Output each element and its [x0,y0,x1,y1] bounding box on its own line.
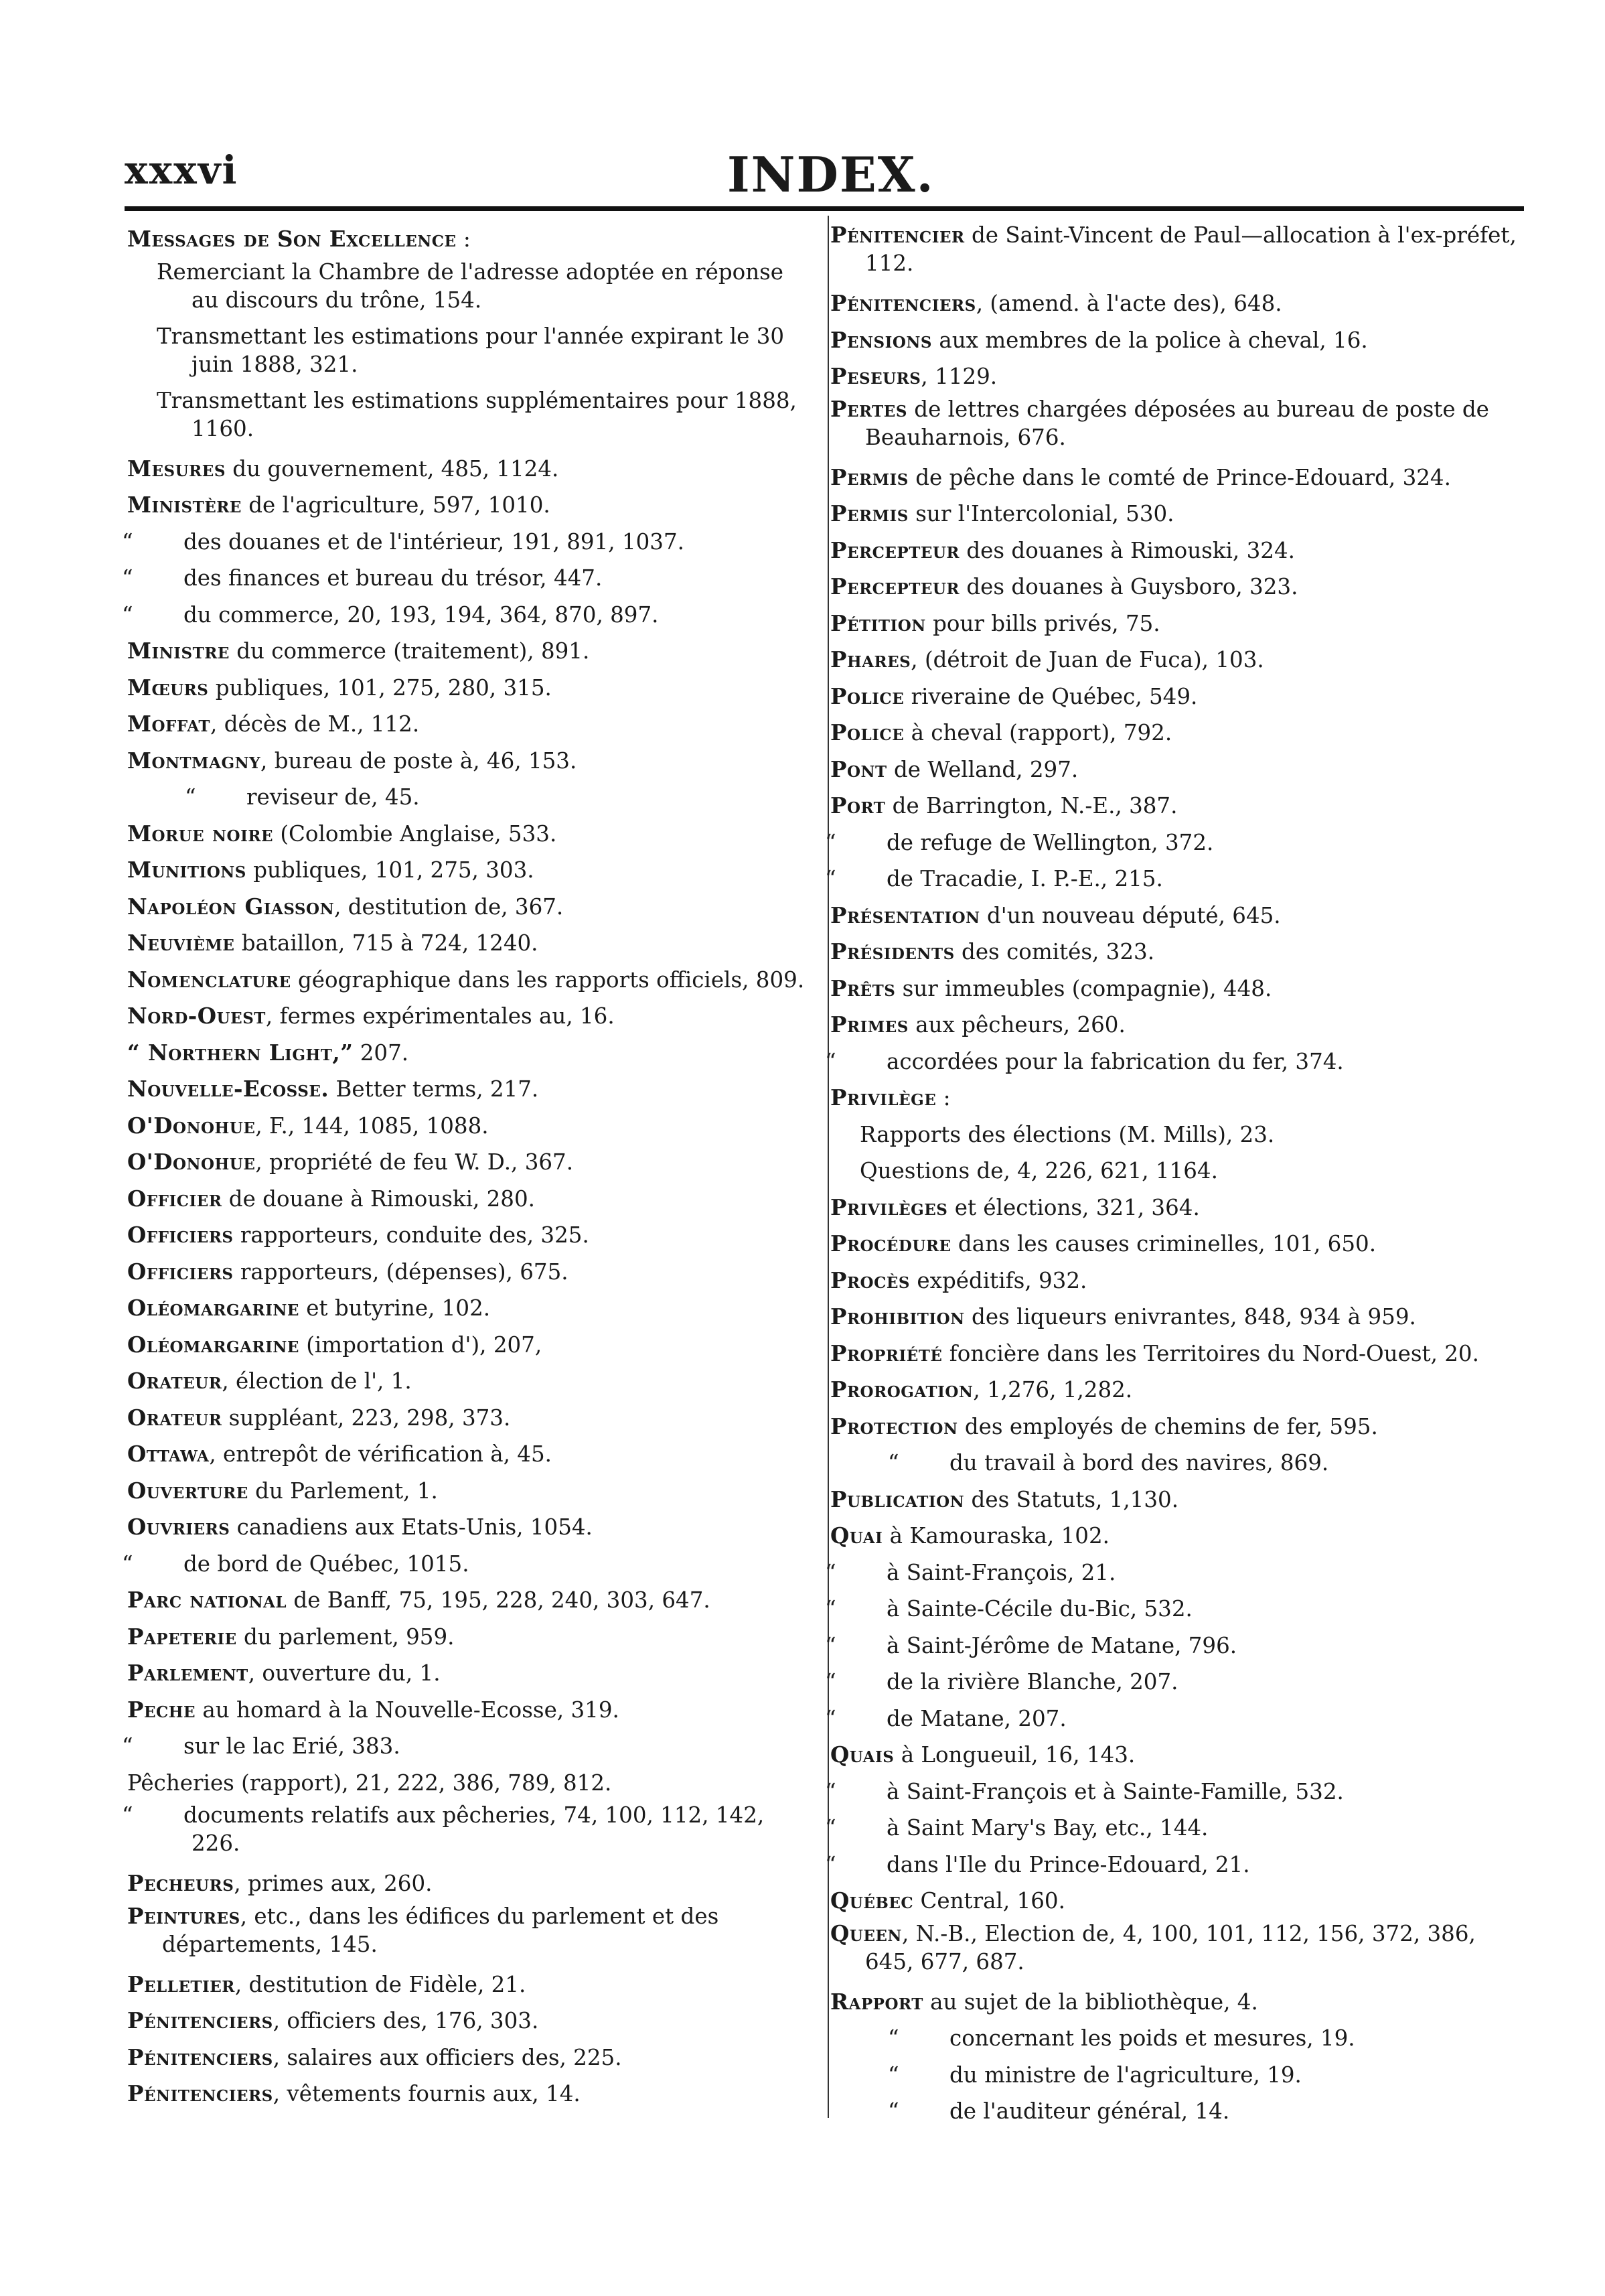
index-entry-text: sur le lac Erié, 383. [183,1733,400,1759]
index-entry-heading: Percepteur [830,573,960,599]
index-entry-text: des employés de chemins de fer, 595. [958,1413,1378,1439]
index-entry [127,1655,814,1692]
index-entry-heading: Mesures [127,455,226,482]
index-entry [122,1546,814,1583]
index-entry [830,395,1527,459]
index-entry-heading: Présentation [830,902,980,928]
index-entry-heading: Rapport [830,1988,923,2015]
index-entry-text: , (amend. à l'acte des), 648. [976,291,1282,316]
index-entry-text: à Saint-François et à Sainte-Famille, 532. [887,1778,1344,1804]
index-entry-heading: Messages de Son Excellence [127,226,457,252]
index-entry-text: sur l'Intercolonial, 530. [908,501,1174,526]
index-entry [830,642,1527,678]
index-entry [825,1591,1527,1628]
index-entry-text: foncière dans les Territoires du Nord-Ouest, 20. [942,1340,1479,1366]
index-entry-text: accordées pour la fabrication du fer, 374. [887,1048,1344,1074]
index-entry-text: Central, 160. [913,1888,1065,1914]
index-entry-heading: Papeterie [127,1623,237,1650]
index-entry-heading: Port [830,792,886,818]
index-entry-text: , 1129. [921,364,998,389]
index-entry [830,1409,1527,1445]
index-entry [127,1363,814,1400]
index-entry [830,1883,1527,1920]
index-entry [830,1518,1527,1555]
index-entry-text: du commerce, 20, 193, 194, 364, 870, 897. [183,601,659,628]
index-entry [122,524,814,561]
ditto-mark: “ [825,1632,836,1658]
index-entry [127,1473,814,1510]
index-entry-text: , N.-B., Election de, 4, 100, 101, 112, 156, 372, 386, 645, 677, 687. [865,1920,1476,1975]
index-entry-text: et butyrine, 102. [299,1295,491,1321]
index-entry-heading: Prêts [830,975,896,1001]
index-entry [825,1847,1527,1883]
index-entry [127,1582,814,1619]
index-entry-text: Pêcheries (rapport), 21, 222, 386, 789, 812. [127,1770,612,1796]
index-entry [830,605,1527,642]
index-entry [127,1692,814,1729]
index-entry [830,1984,1527,2021]
index-entry [830,1263,1527,1299]
index-entry [127,962,814,999]
index-entry-heading: Pénitenciers [127,2043,273,2070]
index-entry-text: de bord de Québec, 1015. [183,1551,469,1577]
index-entry-text: au sujet de la bibliothèque, 4. [923,1989,1258,2015]
index-entry-text: du travail à bord des navires, 869. [949,1450,1329,1476]
ditto-mark: “ [122,1733,133,1759]
index-entry [127,2039,814,2076]
index-entry-heading: Présidents [830,938,955,964]
index-entry-text: , F., 144, 1085, 1088. [255,1113,489,1139]
index-entry [122,1728,814,1765]
index-entry-text: : [456,226,471,252]
index-entry-text: de refuge de Wellington, 372. [887,829,1214,855]
index-entry-heading: Parc national [127,1587,287,1613]
index-entry-heading: Pénitenciers [830,290,976,316]
index-entry-text: de lettres chargées déposées au bureau de poste de Beauharnois, 676. [865,396,1489,450]
index-entry [127,1327,814,1364]
index-entry [830,221,1527,285]
index-entry [825,1810,1527,1847]
index-entry-heading: Officiers [127,1222,234,1248]
index-entry-heading: Pont [830,756,887,782]
index-entry-heading: Officiers [127,1258,234,1285]
index-entry-text: , salaires aux officiers des, 225. [273,2044,622,2070]
index-entry-heading: Munitions [127,857,246,883]
ditto-mark: “ [825,866,836,891]
index-entry-heading: Pecheurs [127,1870,234,1896]
index-entry [830,751,1527,788]
index-entry [830,1153,1527,1190]
index-entry-heading: Québec [830,1887,914,1914]
index-entry-text: reviseur de, 45. [246,784,420,810]
index-entry-heading: Ministre [127,638,230,664]
index-entry-text: Transmettant les estimations pour l'année expirant le 30 juin 1888, 321. [157,323,785,377]
index-entry-heading: Nouvelle-Ecosse. [127,1076,329,1102]
index-entry [830,322,1527,359]
ditto-mark: “ [825,1705,836,1731]
index-entry-text: de Barrington, N.-E., 387. [885,793,1178,818]
index-entry [127,816,814,853]
index-entry [127,2076,814,2112]
index-entry-text: géographique dans les rapports officiels, 809. [291,966,805,993]
index-entry-text: de pêche dans le comté de Prince-Edouard, 324. [908,464,1451,490]
index-entry [825,1774,1527,1810]
index-entry [830,569,1527,605]
index-entry-text: , fermes expérimentales au, 16. [265,1003,615,1029]
index-entry-heading: O'Donohue [127,1149,256,1175]
index-entry-text: 207. [353,1039,409,1066]
index-entry-heading: Peseurs [830,363,921,389]
index-entry-text: : [936,1085,951,1110]
index-entry [830,459,1527,496]
index-entry-text: de douane à Rimouski, 280. [222,1186,535,1212]
index-entry [127,1619,814,1656]
index-entry-heading: Police [830,683,905,709]
ditto-mark: “ [888,2025,899,2051]
ditto-mark: “ [825,1559,836,1585]
index-entry-text: à Saint-François, 21. [887,1559,1116,1585]
index-entry [830,1372,1527,1409]
index-entry [830,2057,1527,2094]
index-entry [830,1190,1527,1226]
index-entry-text: , décès de M., 112. [210,711,420,737]
index-entry-heading: Procédure [830,1230,951,1257]
index-entry [830,1336,1527,1372]
index-entry-text: Questions de, 4, 226, 621, 1164. [860,1158,1218,1183]
index-entry-text: , vêtements fournis aux, 14. [273,2081,581,2106]
index-entry-heading: O'Donohue [127,1112,256,1139]
index-entry [830,285,1527,322]
index-entry-heading: Peintures [127,1902,240,1929]
index-entry [830,971,1527,1007]
index-entry [127,670,814,707]
index-entry [127,1509,814,1546]
index-entry [830,1117,1527,1153]
index-entry-heading: Privilèges [830,1194,948,1220]
index-entry-text: aux membres de la police à cheval, 16. [932,327,1368,353]
index-entry [127,221,814,258]
index-entry [127,1144,814,1181]
index-entry-heading: Procès [830,1267,911,1293]
index-entry-text: concernant les poids et mesures, 19. [949,2025,1355,2051]
index-entry-text: des Statuts, 1,130. [964,1486,1179,1512]
ditto-mark: “ [825,1851,836,1877]
index-entry [122,1801,814,1865]
index-entry-heading: Pétition [830,609,926,636]
index-entry-heading: Police [830,719,905,745]
index-entry [127,1217,814,1254]
page-number: xxxvi [125,147,238,193]
index-entry [122,560,814,597]
index-entry-text: des douanes à Rimouski, 324. [960,537,1295,563]
index-entry-heading: Oléomargarine [127,1295,299,1321]
index-entry-text: du ministre de l'agriculture, 19. [949,2062,1302,2088]
index-entry-heading: Pénitenciers [127,2080,273,2106]
index-entry-text: aux pêcheurs, 260. [908,1012,1126,1037]
index-entry [127,998,814,1035]
index-entry-text: documents relatifs aux pêcheries, 74, 100, 112, 142, 226. [183,1802,765,1856]
index-entry-text: des douanes et de l'intérieur, 191, 891, 1037. [183,528,684,555]
index-entry [127,633,814,670]
index-entry-heading: Parlement [127,1660,248,1686]
ditto-mark: “ [888,1450,899,1476]
index-entry-heading: Peche [127,1696,196,1723]
index-entry-heading: Pensions [830,326,933,353]
ditto-mark: “ [825,1669,836,1695]
index-entry [830,532,1527,569]
index-entry [830,1226,1527,1263]
index-entry-text: , primes aux, 260. [234,1871,433,1896]
index-entry-heading: Queen [830,1920,902,1946]
index-entry-heading: Ottawa [127,1441,210,1467]
index-entry [830,678,1527,715]
index-entry-heading: Propriété [830,1340,943,1366]
index-entry [122,597,814,634]
index-entry [830,934,1527,971]
ditto-mark: “ [888,2062,899,2088]
index-entry-text: d'un nouveau député, 645. [980,902,1281,928]
ditto-mark: “ [185,784,196,810]
index-entry-heading: Permis [830,500,909,526]
index-entry-heading: Prohibition [830,1303,965,1330]
index-entry-heading: Oléomargarine [127,1331,299,1358]
index-entry [830,1080,1527,1117]
index-entry-text: (Colombie Anglaise, 533. [273,820,557,847]
index-entry [127,1966,814,2003]
index-entry [825,1044,1527,1080]
index-entry [825,824,1527,861]
index-entry-heading: Ouverture [127,1477,248,1504]
index-entry [127,2003,814,2039]
index-entry-text: des comités, 323. [954,939,1155,964]
index-entry [127,925,814,962]
index-entry-text: du commerce (traitement), 891. [229,638,590,664]
index-entry-text: , bureau de poste à, 46, 153. [260,747,577,774]
ditto-mark: “ [825,1815,836,1841]
index-entry-text: à Sainte-Cécile du-Bic, 532. [887,1596,1193,1622]
index-entry-text: suppléant, 223, 298, 373. [222,1405,511,1431]
index-entry-text: de l'auditeur général, 14. [949,2098,1230,2124]
index-entry-text: à cheval (rapport), 792. [904,720,1172,745]
index-entry [830,1482,1527,1518]
index-entry-heading: Quai [830,1522,883,1549]
index-entry-text: de Banff, 75, 195, 228, 240, 303, 647. [287,1587,710,1613]
index-entry [830,898,1527,934]
index-entry [830,496,1527,532]
index-entry-text: dans les causes criminelles, 101, 650. [951,1231,1377,1257]
index-entry-text: de Tracadie, I. P.-E., 215. [887,866,1163,891]
index-entry [830,1007,1527,1044]
index-entry-text: de Saint-Vincent de Paul—allocation à l'ex-préfet, 112. [865,222,1517,276]
index-entry-text: Rapports des élections (M. Mills), 23. [860,1121,1275,1147]
index-entry-text: bataillon, 715 à 724, 1240. [234,930,538,956]
index-entry [830,1920,1527,1984]
index-entry-text: à Kamouraska, 102. [883,1523,1110,1549]
index-entry-heading: Orateur [127,1368,222,1394]
index-entry-text: , 1,276, 1,282. [973,1377,1133,1403]
index-entry-text: Transmettant les estimations supplémentaires pour 1888, 1160. [157,387,797,441]
index-entry-text: publiques, 101, 275, 280, 315. [208,674,552,701]
index-entry [127,487,814,524]
index-entry-text: , ouverture du, 1. [248,1660,441,1686]
index-entry-text: des douanes à Guysboro, 323. [960,574,1298,599]
ditto-mark: “ [825,1048,836,1074]
index-column-left [122,221,814,2112]
index-entry-text: Better terms, 217. [329,1076,539,1102]
index-entry [825,1555,1527,1591]
index-entry-heading: Primes [830,1011,909,1037]
index-entry-heading: Ministère [127,492,242,518]
index-entry-text: , élection de l', 1. [222,1368,412,1394]
index-entry-heading: Permis [830,463,909,490]
index-entry [127,1902,814,1966]
index-entry-heading: Montmagny [127,747,261,774]
header-rule [125,206,1524,211]
index-entry [127,1254,814,1291]
index-entry-text: rapporteurs, (dépenses), 675. [233,1259,568,1285]
index-entry [127,1765,814,1802]
index-entry [127,451,814,488]
index-entry-heading: Morue noire [127,820,273,847]
ditto-mark: “ [122,1802,133,1828]
index-entry [830,1299,1527,1336]
index-entry [830,358,1527,395]
index-entry-heading: Napoléon Giasson [127,893,335,920]
ditto-mark: “ [888,2098,899,2124]
index-entry-text: et élections, 321, 364. [947,1194,1200,1220]
index-entry-text: de Matane, 207. [887,1705,1067,1731]
index-entry [127,852,814,889]
index-entry-text: , propriété de feu W. D., 367. [255,1149,574,1175]
index-entry-text: , officiers des, 176, 303. [273,2008,539,2033]
index-entry [127,1436,814,1473]
index-entry-heading: Neuvième [127,930,235,956]
ditto-mark: “ [825,829,836,855]
index-entry-heading: Pelletier [127,1970,235,1997]
index-entry-heading: Ouvriers [127,1514,230,1540]
index-entry-text: , destitution de Fidèle, 21. [234,1971,526,1997]
index-entry [830,1737,1527,1774]
index-entry [830,788,1527,824]
index-entry-text: à Saint-Jérôme de Matane, 796. [887,1632,1237,1658]
index-entry-text: du Parlement, 1. [248,1478,438,1504]
ditto-mark: “ [122,1551,133,1577]
index-entry-text: riveraine de Québec, 549. [904,683,1198,709]
index-entry-text: sur immeubles (compagnie), 448. [895,975,1272,1001]
index-entry [830,2093,1527,2130]
index-entry-text: publiques, 101, 275, 303. [246,857,534,883]
index-entry [825,861,1527,898]
index-entry [127,1290,814,1327]
page-title: INDEX. [727,146,935,203]
index-entry-text: expéditifs, 932. [910,1267,1087,1293]
index-entry-text: , entrepôt de vérification à, 45. [209,1441,552,1467]
index-entry-text: dans l'Ile du Prince-Edouard, 21. [887,1851,1250,1877]
index-entry [825,1664,1527,1701]
index-entry [830,715,1527,751]
index-entry-heading: Pénitencier [830,222,965,248]
ditto-mark: “ [122,601,133,628]
index-entry-heading: Orateur [127,1404,222,1431]
index-entry [127,1181,814,1218]
index-entry-text: du parlement, 959. [236,1624,455,1650]
index-entry-text: à Longueuil, 16, 143. [894,1742,1136,1768]
index-entry-text: au homard à la Nouvelle-Ecosse, 319. [196,1697,619,1723]
index-entry-heading: Publication [830,1486,965,1512]
index-entry-heading: Pénitenciers [127,2007,273,2033]
index-entry [127,779,814,816]
index-entry-heading: Privilège [830,1084,937,1110]
index-entry-text: pour bills privés, 75. [925,610,1160,636]
index-entry-text: du gouvernement, 485, 1124. [225,455,559,482]
index-entry-heading: “ Northern Light,” [127,1039,354,1066]
index-entry [830,1445,1527,1482]
index-entry-text: de la rivière Blanche, 207. [887,1669,1178,1695]
index-entry-text: rapporteurs, conduite des, 325. [233,1222,589,1248]
index-entry-heading: Quais [830,1741,895,1768]
index-entry-text: de Welland, 297. [887,756,1079,782]
index-entry-heading: Pertes [830,395,907,422]
index-entry-text: Remerciant la Chambre de l'adresse adoptée en réponse au discours du trône, 154. [157,259,784,313]
index-entry [127,322,814,386]
page-header [125,146,1524,203]
index-entry-text: , (détroit de Juan de Fuca), 103. [911,647,1264,672]
index-entry-text: canadiens aux Etats-Unis, 1054. [230,1514,593,1540]
index-entry [127,743,814,780]
index-entry [127,889,814,926]
index-entry-heading: Percepteur [830,536,960,563]
index-entry-text: de l'agriculture, 597, 1010. [241,492,550,518]
ditto-mark: “ [122,565,133,591]
index-entry [127,1108,814,1145]
index-entry-heading: Mœurs [127,674,209,701]
index-entry [825,1701,1527,1737]
index-entry-heading: Nord-Ouest [127,1003,266,1029]
index-entry-text: , destitution de, 367. [334,893,564,920]
index-entry [825,1628,1527,1664]
index-entry-heading: Prorogation [830,1376,974,1403]
ditto-mark: “ [825,1596,836,1622]
ditto-mark: “ [825,1778,836,1804]
index-entry-heading: Phares [830,646,911,672]
index-entry-heading: Officier [127,1185,222,1212]
index-entry-text: des finances et bureau du trésor, 447. [183,565,603,591]
index-entry-heading: Protection [830,1413,958,1439]
index-entry-text: (importation d'), 207, [299,1332,542,1358]
ditto-mark: “ [122,528,133,555]
index-entry [127,1035,814,1072]
index-column-right [825,221,1527,2130]
index-entry [127,1400,814,1437]
index-entry-heading: Nomenclature [127,966,291,993]
index-entry [127,258,814,322]
index-entry [127,1071,814,1108]
index-entry [830,2020,1527,2057]
index-entry-text: à Saint Mary's Bay, etc., 144. [887,1815,1209,1841]
index-entry-text: des liqueurs enivrantes, 848, 934 à 959. [964,1304,1416,1330]
index-entry-heading: Moffat [127,711,211,737]
index-entry [127,1865,814,1902]
index-entry-text: , etc., dans les édifices du parlement et des départements, 145. [162,1903,719,1957]
index-entry [127,386,814,451]
index-entry [127,706,814,743]
